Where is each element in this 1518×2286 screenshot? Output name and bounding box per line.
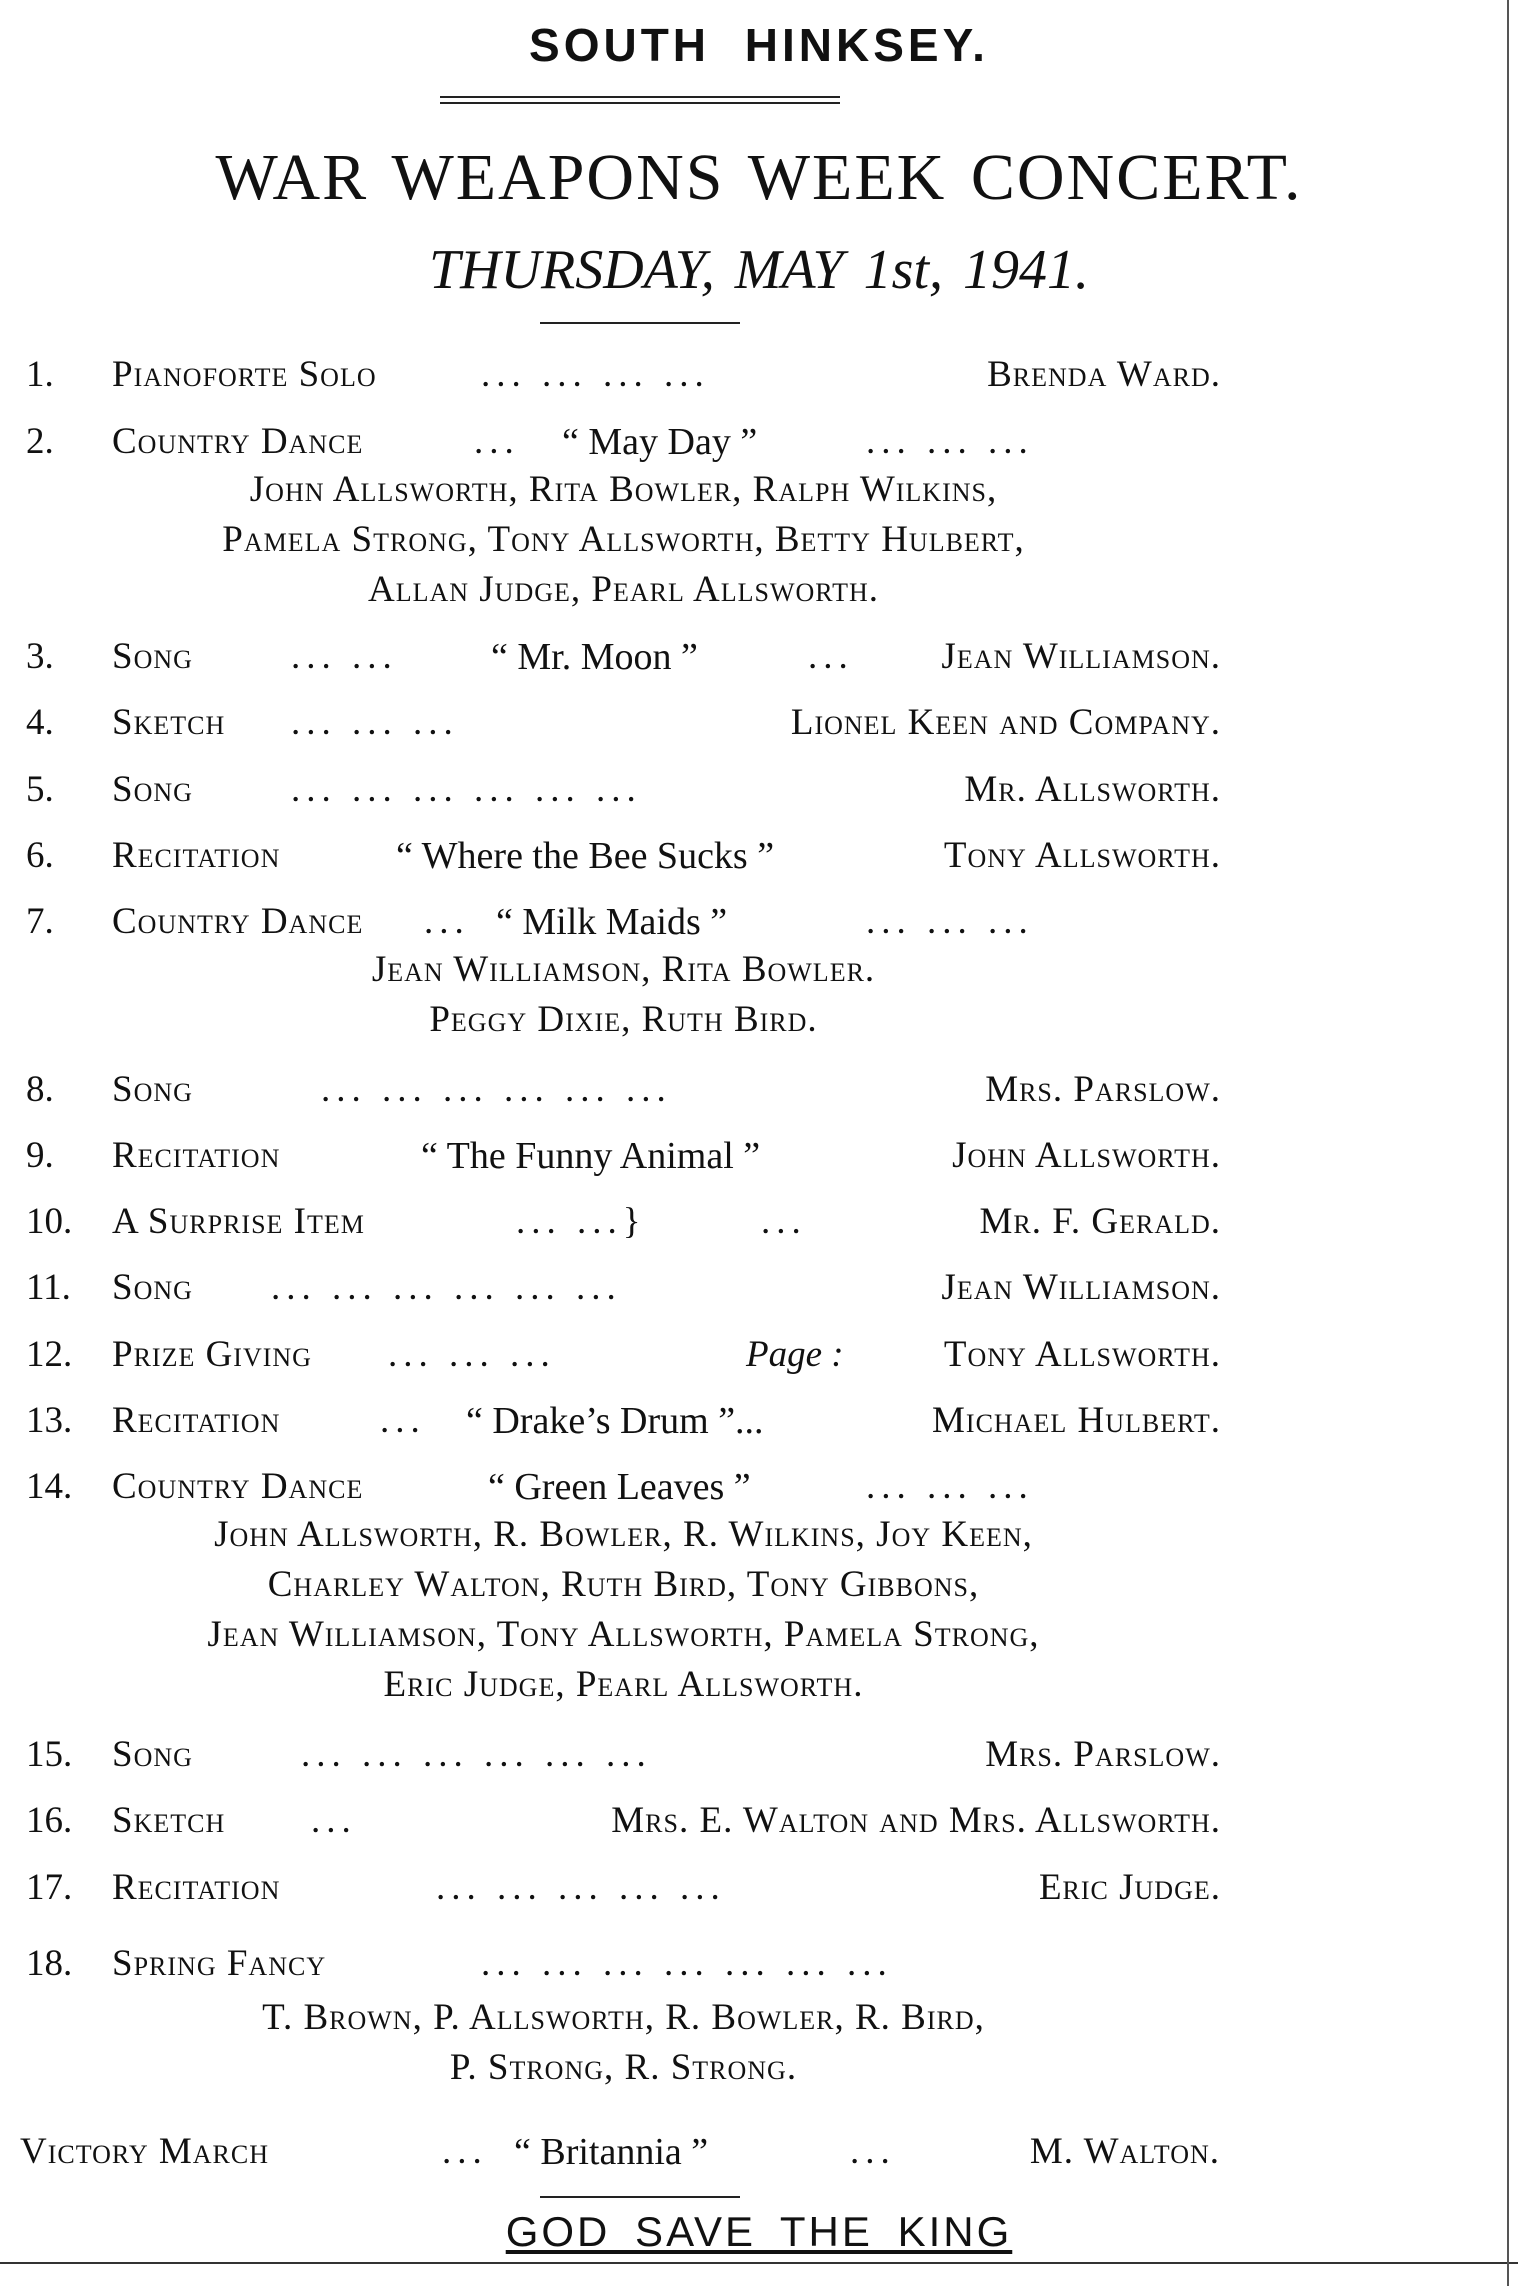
cast-line: John Allsworth, Rita Bowler, Ralph Wilkins,	[249, 469, 998, 510]
cast-line: Charley Walton, Ruth Bird, Tony Gibbons,	[267, 1564, 980, 1605]
programme-item-8	[26, 1060, 1221, 1120]
cast-line: Allan Judge, Pearl Allsworth.	[367, 569, 879, 610]
item-label: Song	[112, 1069, 193, 1110]
item-label: Song	[112, 636, 193, 677]
programme-item-4	[26, 693, 1221, 753]
item-number: 3.	[26, 636, 54, 677]
leader-dots: ...	[380, 1400, 426, 1441]
item-piece: “ Where the Bee Sucks ”	[396, 835, 775, 877]
item-performer: Jean Williamson.	[941, 1267, 1221, 1308]
item-label: Prize Giving	[112, 1334, 312, 1375]
cast-line: Jean Williamson, Rita Bowler.	[371, 949, 876, 990]
programme-item-17	[26, 1858, 1221, 1918]
item-label: Song	[112, 1734, 193, 1775]
item-piece: “ May Day ”	[562, 421, 758, 463]
page-edge-line	[1507, 0, 1509, 2286]
item-label: A Surprise Item	[112, 1201, 365, 1242]
item-label: Sketch	[112, 702, 226, 743]
leader-dots: ... ... ...	[291, 702, 459, 743]
leader-dots: ... ... ... ... ... ...	[301, 1734, 652, 1775]
leader-dots: ...	[474, 421, 520, 462]
leader-dots: ... ... ... ... ... ...	[291, 769, 642, 810]
item-number: 13.	[26, 1400, 73, 1441]
item-performer: Brenda Ward.	[987, 354, 1221, 395]
item-number: 7.	[26, 901, 54, 942]
item-number: 8.	[26, 1069, 54, 1110]
item-number: 18.	[26, 1943, 73, 1984]
bottom-edge-line	[0, 2262, 1518, 2264]
place-heading: SOUTH HINKSEY.	[529, 19, 989, 71]
item-number: 10.	[26, 1201, 73, 1242]
leader-dots: ...	[808, 636, 854, 677]
programme-item-14	[26, 1457, 1221, 1517]
programme-item-3	[26, 627, 1221, 687]
short-rule	[540, 322, 740, 324]
cast-line: John Allsworth, R. Bowler, R. Wilkins, Joy Keen,	[214, 1514, 1033, 1555]
item-performer: Tony Allsworth.	[943, 1334, 1221, 1375]
programme-item-10	[26, 1192, 1221, 1252]
cast-line: Jean Williamson, Tony Allsworth, Pamela Strong,	[207, 1614, 1040, 1655]
leader-dots: ... ... ... ...	[481, 354, 710, 395]
item-performer: Lionel Keen and Company.	[790, 702, 1221, 743]
item-number: 11.	[26, 1267, 71, 1308]
concert-date: THURSDAY, MAY 1st, 1941.	[428, 239, 1090, 301]
item-performer: Mr. F. Gerald.	[979, 1201, 1221, 1242]
leader-dots: ... ... ... ... ...	[436, 1867, 726, 1908]
programme-item-1	[26, 345, 1221, 405]
cast-line: Pamela Strong, Tony Allsworth, Betty Hulbert,	[222, 519, 1025, 560]
programme-item-12	[26, 1325, 1221, 1385]
item-performer: Mrs. Parslow.	[985, 1734, 1221, 1775]
leader-dots: ... ... ... ... ... ...	[271, 1267, 622, 1308]
leader-dots: ...	[442, 2131, 488, 2172]
item-number: 15.	[26, 1734, 73, 1775]
item-number: 17.	[26, 1867, 73, 1908]
leader-dots: ...	[850, 2131, 896, 2172]
leader-dots: ... ... ...	[388, 1334, 556, 1375]
leader-dots: ...	[424, 901, 470, 942]
item-label: Recitation	[112, 1135, 281, 1176]
item-performer: Michael Hulbert.	[932, 1400, 1221, 1441]
item-label: Song	[112, 1267, 193, 1308]
item-performer: Jean Williamson.	[941, 636, 1221, 677]
leader-dots: ...	[761, 1201, 807, 1242]
item-label: Pianoforte Solo	[112, 354, 377, 395]
cast-list	[26, 465, 1221, 615]
programme-item-13	[26, 1391, 1221, 1451]
short-rule	[540, 2196, 740, 2198]
programme-item-2	[26, 412, 1221, 472]
item-number: 14.	[26, 1466, 73, 1507]
finale-item	[20, 2122, 1220, 2182]
page-label: Page :	[746, 1334, 844, 1375]
programme-item-7	[26, 892, 1221, 952]
item-label: Recitation	[112, 1867, 281, 1908]
cast-list	[26, 1510, 1221, 1710]
item-piece: “ Mr. Moon ”	[491, 636, 698, 678]
leader-dots: ... ...	[291, 636, 398, 677]
item-label: Country Dance	[112, 421, 364, 462]
item-number: 6.	[26, 835, 54, 876]
programme-item-6	[26, 826, 1221, 886]
item-label: Recitation	[112, 835, 281, 876]
item-number: 12.	[26, 1334, 73, 1375]
item-label: Song	[112, 769, 193, 810]
leader-dots: ... ... ...	[866, 1466, 1034, 1507]
item-label: Country Dance	[112, 901, 364, 942]
finale-label: Victory March	[20, 2131, 269, 2172]
item-label: Recitation	[112, 1400, 281, 1441]
cast-list	[26, 945, 1221, 1045]
item-number: 4.	[26, 702, 54, 743]
programme-item-15	[26, 1725, 1221, 1785]
item-number: 16.	[26, 1800, 73, 1841]
item-number: 5.	[26, 769, 54, 810]
item-piece: “ Drake’s Drum ”...	[466, 1400, 764, 1442]
leader-dots: ... ... ...	[866, 901, 1034, 942]
item-label: Country Dance	[112, 1466, 364, 1507]
finale-performer: M. Walton.	[1029, 2131, 1220, 2172]
item-performer: Mrs. Parslow.	[985, 1069, 1221, 1110]
programme-item-18	[26, 1934, 1221, 1994]
programme-item-9	[26, 1126, 1221, 1186]
item-performer: Mr. Allsworth.	[964, 769, 1221, 810]
cast-line: P. Strong, R. Strong.	[449, 2047, 798, 2088]
leader-dots: ... ... ...	[866, 421, 1034, 462]
concert-title: WAR WEAPONS WEEK CONCERT.	[215, 141, 1303, 214]
programme-item-16	[26, 1791, 1221, 1851]
item-number: 1.	[26, 354, 54, 395]
item-number: 2.	[26, 421, 54, 462]
item-performer: Mrs. E. Walton and Mrs. Allsworth.	[611, 1800, 1221, 1841]
leader-dots: ... ... ... ... ... ... ...	[481, 1943, 893, 1984]
finale-piece: “ Britannia ”	[514, 2131, 709, 2173]
leader-dots: ...	[311, 1800, 357, 1841]
item-piece: “ Green Leaves ”	[488, 1466, 751, 1508]
item-label: Sketch	[112, 1800, 226, 1841]
item-piece: “ Milk Maids ”	[496, 901, 728, 943]
cast-list	[26, 1993, 1221, 2093]
cast-line: T. Brown, P. Allsworth, R. Bowler, R. Bird,	[262, 1997, 985, 2038]
item-performer: Tony Allsworth.	[943, 835, 1221, 876]
leader-dots: ... ... ... ... ... ...	[321, 1069, 672, 1110]
item-performer: Eric Judge.	[1038, 1867, 1221, 1908]
item-performer: John Allsworth.	[952, 1135, 1221, 1176]
programme-item-11	[26, 1258, 1221, 1318]
cast-line: Peggy Dixie, Ruth Bird.	[429, 999, 818, 1040]
leader-dots: ... ...}	[516, 1201, 647, 1242]
anthem-footer: GOD SAVE THE KING	[505, 2208, 1013, 2255]
item-number: 9.	[26, 1135, 54, 1176]
item-label: Spring Fancy	[112, 1943, 327, 1984]
double-rule	[440, 96, 840, 104]
item-piece: “ The Funny Animal ”	[421, 1135, 761, 1177]
programme-item-5	[26, 760, 1221, 820]
cast-line: Eric Judge, Pearl Allsworth.	[383, 1664, 864, 1705]
